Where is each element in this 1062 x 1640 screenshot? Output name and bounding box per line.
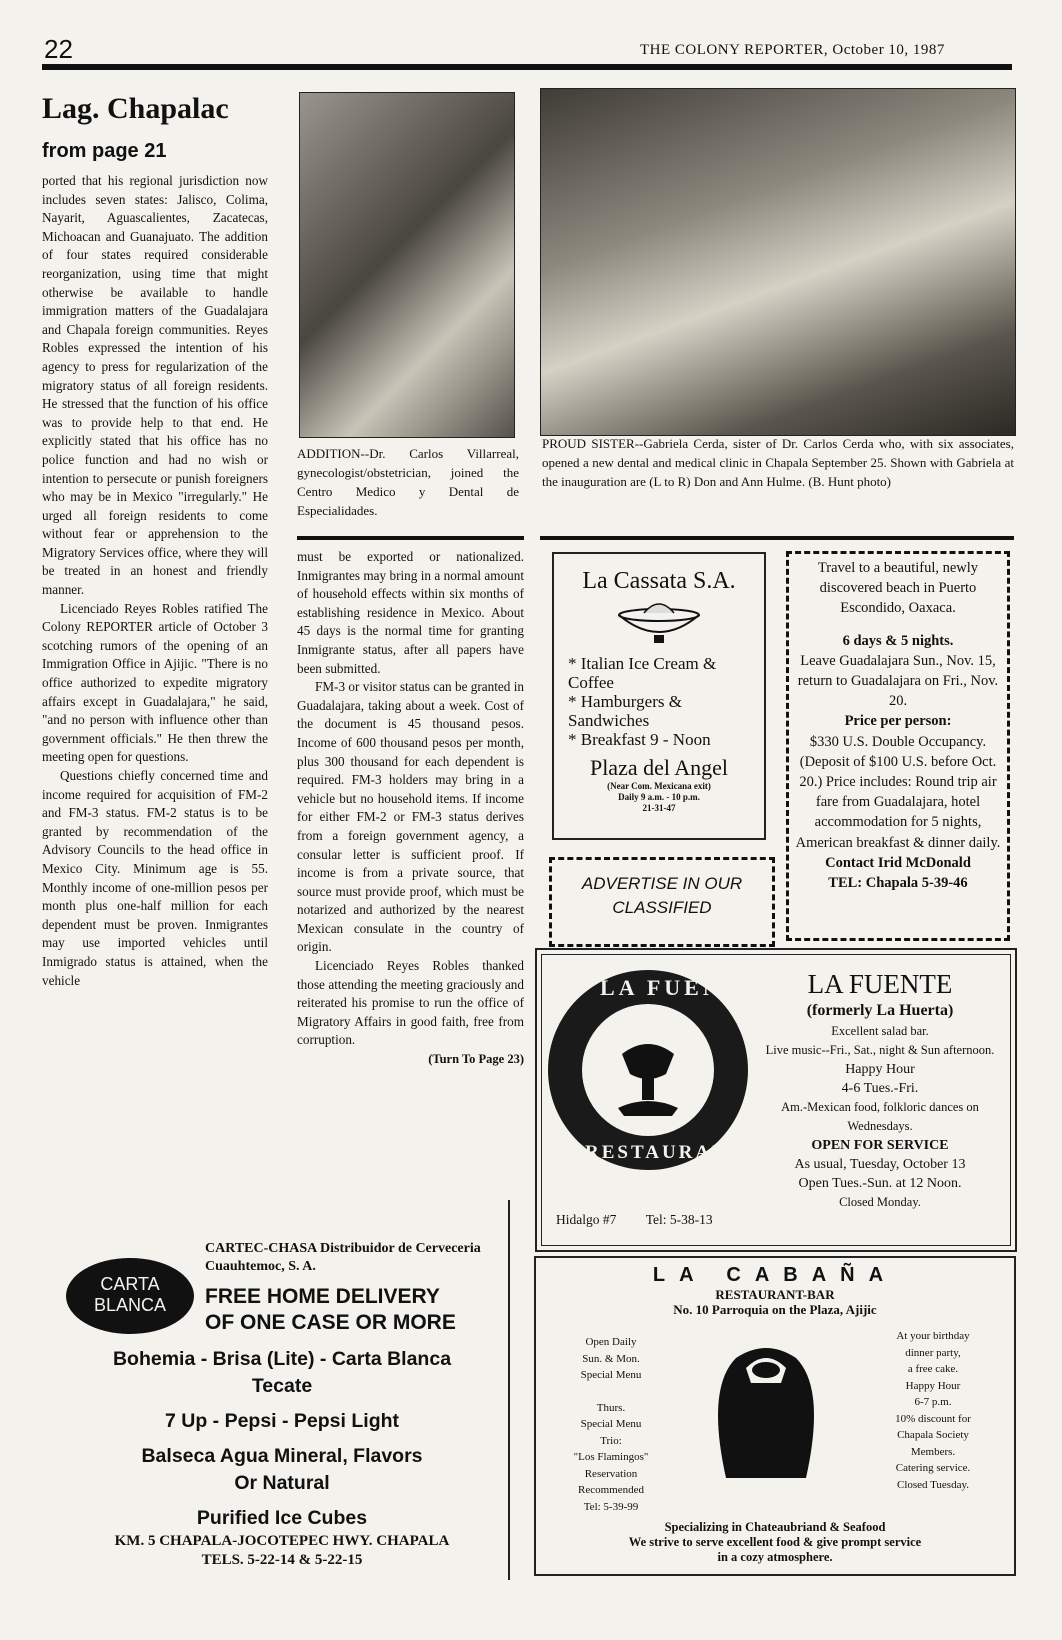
fuente-line: Open Tues.-Sun. at 12 Noon. [798, 1176, 962, 1191]
fuente-street: Hidalgo #7 [556, 1212, 617, 1227]
carta-free-delivery [205, 1284, 505, 1336]
ice-cream-bowl-icon [614, 601, 704, 645]
carta-tels: TELS. 5-22-14 & 5-22-15 [201, 1552, 363, 1568]
classified-line-1: ADVERTISE IN OUR [581, 874, 743, 893]
cabana-info: Thurs. [596, 1401, 626, 1414]
fuente-line: Am.-Mexican food, folkloric dances on Wednesdays. [781, 1100, 979, 1133]
cabana-info: Reservation [584, 1467, 638, 1480]
cabana-info: Open Daily [585, 1336, 637, 1348]
cabana-slogan: We strive to serve excellent food & give prompt service [628, 1535, 922, 1549]
travel-intro: Travel to a beautiful, newly discovered beach in Puerto Escondido, Oaxaca. [817, 560, 979, 617]
travel-contact: Contact Irid McDonald [825, 854, 971, 871]
cabana-info: Happy Hour [905, 1379, 961, 1392]
ad-classified [549, 857, 775, 947]
carta-beers-2: Tecate [251, 1375, 313, 1397]
travel-dates: Leave Guadalajara Sun., Nov. 15, return to Guadalajara on Fri., Nov. 20. [797, 652, 999, 710]
cabana-info: a free cake. [907, 1363, 959, 1375]
cabana-info: Trio: [600, 1434, 622, 1447]
carta-distributor: CARTEC-CHASA Distribuidor de Cerveceria Cuauhtemoc, S. A. [205, 1241, 481, 1274]
paragraph: must be exported or nationalized. Inmigrantes may bring in a normal amount of household effects within six months of establishing residence in Mexico. About 45 days is the normal time for granting Inmigrante status, after all papers have been submitted. [297, 549, 524, 676]
carta-free-line-1: FREE HOME DELIVERY [205, 1285, 440, 1308]
ad-travel-puerto-escondido [786, 551, 1010, 941]
paragraph: ported that his regional jurisdiction now includes seven states: Jalisco, Colima, Nayarit, Aguascalientes, Zacatecas, Michoacan and Guanajuato. The addition of four states required considerable reorganization, using time that might otherwise be available to handle immigration matters of the Guadalajara and Chapala foreign communities. Reyes Robles expressed the intention of his agency to press for regularization of the migratory status of all foreign residents. He stressed that the function of his office was to provide help to that end. He explicitly stated that his office has no police function and had no wish or intention to persecute or punish foreigners who may be in Mexico "irregularly." He urged all foreign residents to come without fear or apprehension to the Migratory Services office, where they will be treated in an honest and friendly manner. [42, 173, 268, 598]
cassata-location: Plaza del Angel [589, 755, 729, 780]
cabana-info: Catering service. [895, 1462, 971, 1474]
cabana-info: Members. [910, 1445, 956, 1458]
ad-la-cassata [552, 552, 766, 840]
carta-blanca-logo: CARTA BLANCA [66, 1258, 194, 1334]
photo-caption-addition: ADDITION--Dr. Carlos Villarreal, gynecologist/obstetrician, joined the Centro Medico y Dental de Especialidades. [297, 446, 519, 518]
carta-water: Balseca Agua Mineral, Flavors [141, 1445, 423, 1467]
photo-caption-proud-sister: PROUD SISTER--Gabriela Cerda, sister of Dr. Carlos Cerda who, with six associates, opened a new dental and medical clinic in Chapala September 25. Shown with Gabriela at the inauguration are (L to R) Don and Ann Hulme. (B. Hunt photo) [542, 436, 1014, 489]
cabana-footer [536, 1520, 1014, 1565]
travel-price: $330 U.S. Double Occupancy. (Deposit of $100 U.S. before Oct. 20.) Price includes: Round trip air fare from Guadalajara, hotel accommodation for 5 nights, American breakfast & dinner daily. [795, 733, 1001, 851]
paragraph: Questions chiefly concerned time and income required for acquisition of FM-2 and FM-3 status. FM-2 status is to be granted by recommendation of the Advisory Councils to the head office in Mexico City. Minimum age is 55. Monthly income of one-million pesos per month plus one-half million for each dependent must be proven. Inmigrantes may use imported vehicles until Inmigrado status is attained, when the vehicle [42, 768, 268, 988]
fuente-line: Happy Hour [845, 1062, 915, 1077]
cabana-info: Sun. & Mon. [582, 1352, 640, 1365]
page-number: 22 [44, 34, 73, 64]
carta-address: KM. 5 CHAPALA-JOCOTEPEC HWY. CHAPALA [114, 1533, 450, 1549]
photo-clinic-inauguration [540, 88, 1016, 436]
fuente-formerly: (formerly La Huerta) [806, 1002, 954, 1019]
fuente-line: Closed Monday. [839, 1195, 921, 1209]
header-rule [42, 64, 1012, 70]
section-rule [540, 536, 1014, 540]
classified-line-2: CLASSIFIED [612, 898, 712, 917]
carta-free-line-2: OF ONE CASE OR MORE [205, 1311, 456, 1334]
waiter-illustration-icon [696, 1328, 836, 1478]
newspaper-dateline: THE COLONY REPORTER, October 10, 1987 [640, 42, 945, 58]
fuente-line: 4-6 Tues.-Fri. [841, 1081, 919, 1096]
cabana-info: At your birthday [896, 1330, 970, 1342]
cabana-info: dinner party, [905, 1346, 961, 1359]
cassata-phone: 21-31-47 [642, 803, 676, 813]
cassata-item: * Breakfast 9 - Noon [568, 730, 711, 749]
carta-sodas: 7 Up - Pepsi - Pepsi Light [164, 1410, 400, 1432]
cabana-spacer [556, 1384, 666, 1400]
carta-products [56, 1346, 508, 1570]
fuente-details [760, 968, 1000, 1212]
travel-price-heading: Price per person: [844, 713, 952, 730]
travel-nights: 6 days & 5 nights. [842, 632, 954, 649]
paragraph: Licenciado Reyes Robles ratified The Colony REPORTER article of October 3 scotching rumors of the opening of an Immigration Office in Ajijic. "There is no office authorized to expedite migratory affairs except in Guadalajara," he said, "and no person with influence other than government officials." He then threw the meeting open for questions. [42, 600, 268, 765]
cabana-info: Special Menu [580, 1369, 642, 1381]
cabana-info: Tel: 5-39-99 [583, 1500, 639, 1513]
ad-la-cabana [534, 1256, 1016, 1576]
article-subhead: from page 21 [42, 140, 167, 162]
cabana-info: "Los Flamingos" [573, 1451, 649, 1463]
column-divider [508, 1200, 510, 1580]
cabana-info: Recommended [578, 1484, 644, 1496]
cabana-right-info [868, 1328, 998, 1493]
fuente-logo-subtext: RESTAURANT [585, 1142, 745, 1163]
article-headline: Lag. Chapalac [42, 92, 229, 125]
cassata-title: La Cassata S.A. [582, 568, 736, 594]
cassata-item: * Italian Ice Cream & Coffee [568, 654, 717, 692]
fountain-icon [582, 1004, 714, 1136]
cabana-info: 10% discount for [895, 1412, 971, 1425]
fuente-address [556, 1212, 713, 1228]
paragraph: Licenciado Reyes Robles thanked those attending the meeting graciously and reiterated his promise to run the office of Migratory Affairs in good faith, free from corruption. [297, 958, 524, 1048]
cabana-left-info [556, 1334, 666, 1515]
cabana-specialty: Specializing in Chateaubriand & Seafood [664, 1520, 886, 1534]
cabana-address: No. 10 Parroquia on the Plaza, Ajijic [673, 1302, 877, 1317]
fuente-open: OPEN FOR SERVICE [811, 1138, 949, 1153]
fuente-logo-text: LA FUENTE [600, 975, 761, 1000]
cassata-near: (Near Com. Mexicana exit) [607, 781, 711, 791]
fuente-name: LA FUENTE [807, 969, 953, 999]
cabana-info: Chapala Society [897, 1429, 969, 1441]
turn-to-page: (Turn To Page 23) [428, 1052, 524, 1067]
photo-dr-villarreal [299, 92, 515, 438]
travel-tel: TEL: Chapala 5-39-46 [828, 875, 968, 892]
carta-ice: Purified Ice Cubes [196, 1507, 368, 1529]
cabana-info: 6-7 p.m. [914, 1396, 952, 1408]
cassata-hours: Daily 9 a.m. - 10 p.m. [618, 792, 700, 802]
fuente-line: Live music--Fri., Sat., night & Sun afternoon. [765, 1043, 995, 1057]
cabana-name: LA CABAÑA [652, 1264, 898, 1286]
cabana-info: Closed Tuesday. [896, 1478, 970, 1491]
paragraph: FM-3 or visitor status can be granted in Guadalajara, taking about a week. Cost of the document is 45 thousand pesos. Income of 600 thousand pesos per month, plus 300 thousand for each dependent is required. FM-3 holders may bring in a vehicle but no household items. If income for either FM-2 or FM-3 status derives from a foreign government agency, a consular letter is sufficient proof. If income is from a private source, that source must provide proof, which must be notarized and authorized by the nearest Mexican consulate in the country of origin. [297, 679, 524, 955]
fuente-line: As usual, Tuesday, October 13 [794, 1157, 966, 1172]
cabana-slogan-2: in a cozy atmosphere. [717, 1550, 833, 1564]
fuente-tel: Tel: 5-38-13 [645, 1212, 713, 1227]
carta-beers: Bohemia - Brisa (Lite) - Carta Blanca [112, 1348, 452, 1370]
column-rule [297, 536, 524, 540]
fuente-line: Excellent salad bar. [831, 1024, 929, 1038]
article-column-2 [297, 548, 524, 1198]
cassata-item: * Hamburgers & Sandwiches [568, 692, 682, 730]
carta-water-2: Or Natural [234, 1472, 330, 1494]
article-column-1 [42, 172, 268, 1212]
cabana-info: Special Menu [580, 1418, 642, 1430]
cabana-type: RESTAURANT-BAR [715, 1287, 835, 1302]
